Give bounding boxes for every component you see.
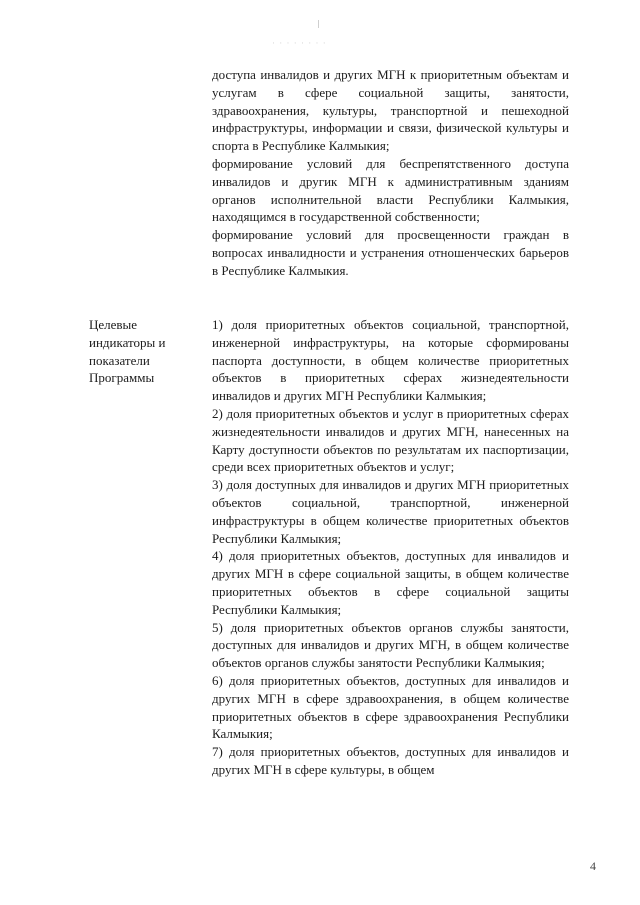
intro-paragraph: формирование условий для беспрепятственного доступа инвалидов и другик МГН к административным зданиям органов исполнительной власти Республики Калмыкия, находящимся в государственной собственности; xyxy=(212,155,569,225)
intro-text-block xyxy=(212,66,569,280)
section-label-line: индикаторы и xyxy=(89,334,166,350)
indicator-item: 3) доля доступных для инвалидов и других МГН приоритетных объектов социальной, транспортной, инженерной инфраструктуры в общем количестве приоритетных объектов Республики Калмыкия; xyxy=(212,477,569,546)
section-label xyxy=(89,316,201,387)
indicator-item: 4) доля приоритетных объектов, доступных для инвалидов и других МГН в сфере социальной защиты, в общем количестве приоритетных объектов в сфере социальной защиты Республики Калмыкия; xyxy=(212,548,569,617)
indicators-list xyxy=(212,316,569,779)
section-label-line: показатели xyxy=(89,352,150,368)
intro-paragraph: формирование условий для просвещенности граждан в вопросах инвалидности и устранения отношенческих барьеров в Республике Калмыкия. xyxy=(212,227,569,278)
indicator-item: 5) доля приоритетных объектов органов службы занятости, доступных для инвалидов и других МГН, в общем количестве объектов органов службы занятости Республики Калмыкия; xyxy=(212,619,569,671)
section-label-line: Программы xyxy=(89,370,155,386)
indicator-item: 6) доля приоритетных объектов, доступных для инвалидов и других МГН в сфере здравоохранения, в общем количестве приоритетных объектов в сфере здравоохранения Республики Калмыкия; xyxy=(212,672,569,742)
indicator-item: 1) доля приоритетных объектов социальной, транспортной, инженерной инфраструктуры, на которые сформированы паспорта доступности, в общем количестве приоритетных объектов в приоритетных сферах жизнедеятельности инвалидов и других МГН Республики Калмыкия; xyxy=(212,317,569,404)
faded-header-mark: · · · · · · · · xyxy=(272,38,327,48)
intro-paragraph: доступа инвалидов и других МГН к приоритетным объектам и услугам в сфере социальной защиты, занятости, здравоохранения, культуры, транспортной и пешеходной инфраструктуры, информации и связи, физической культуры и спорта в Республике Калмыкия; xyxy=(212,67,569,154)
page-number: 4 xyxy=(590,859,596,873)
section-label-line: Целевые xyxy=(89,317,138,332)
indicator-item: 7) доля приоритетных объектов, доступных для инвалидов и других МГН в сфере культуры, в общем xyxy=(212,744,569,777)
indicator-item: 2) доля приоритетных объектов и услуг в приоритетных сферах жизнедеятельности инвалидов и других МГН, нанесенных на Карту доступности объектов по результатам их паспортизации, среди всех приоритетных объектов и услуг; xyxy=(212,405,569,475)
scan-artifact xyxy=(318,20,319,28)
